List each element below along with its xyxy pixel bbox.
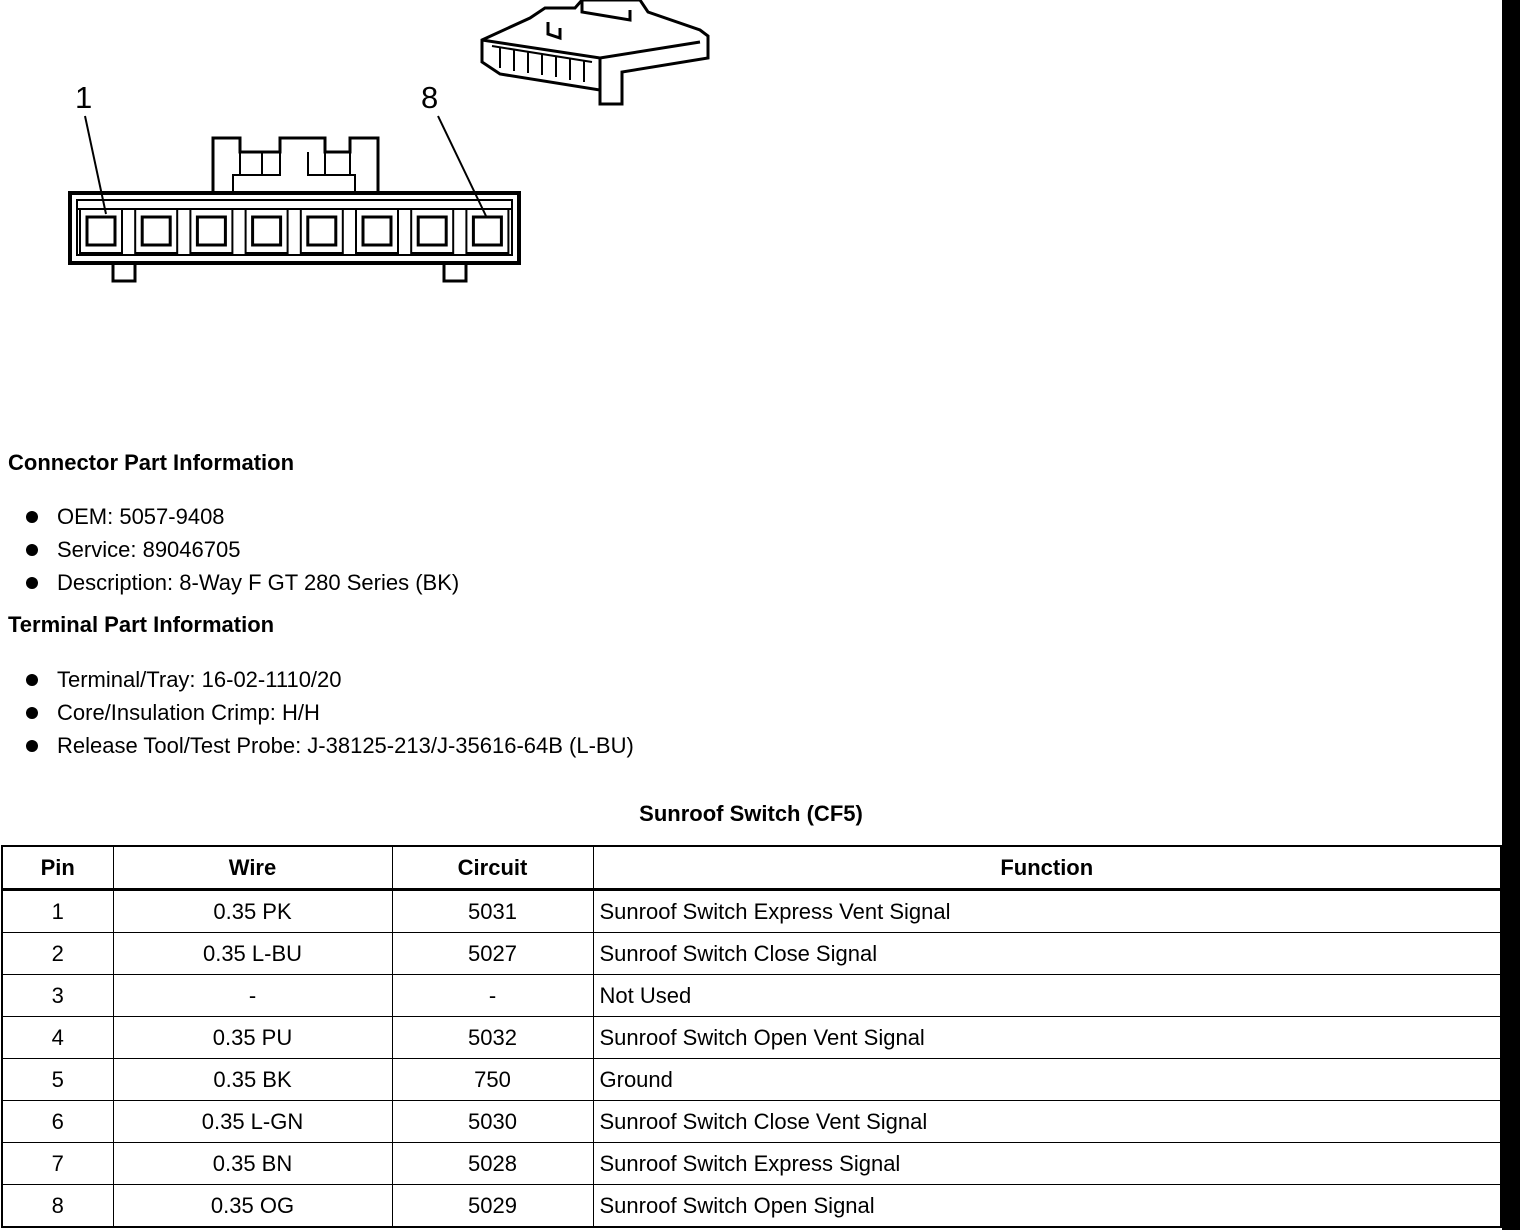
cavity-3-terminal	[197, 217, 225, 245]
cell-wire: 0.35 OG	[113, 1185, 392, 1228]
pin-1-callout: 1	[75, 80, 93, 115]
cell-wire: 0.35 BK	[113, 1059, 392, 1101]
cell-function: Not Used	[593, 975, 1501, 1017]
bullet-icon	[26, 740, 38, 752]
cell-circuit: 5028	[392, 1143, 593, 1185]
list-item: Description: 8-Way F GT 280 Series (BK)	[24, 569, 459, 602]
connector-drawing	[0, 0, 760, 300]
cell-circuit: 750	[392, 1059, 593, 1101]
cell-wire: 0.35 PU	[113, 1017, 392, 1059]
connector-3d-view	[482, 0, 708, 104]
cavity-1-terminal	[87, 217, 115, 245]
table-row	[2, 1059, 1501, 1101]
bullet-icon	[26, 674, 38, 686]
cell-circuit: -	[392, 975, 593, 1017]
connector-part-info-list	[24, 503, 459, 602]
cell-function: Sunroof Switch Open Vent Signal	[593, 1017, 1501, 1059]
list-item: Terminal/Tray: 16-02-1110/20	[24, 666, 634, 699]
connector-cavities	[80, 209, 508, 253]
header-circuit: Circuit	[392, 846, 593, 890]
header-wire: Wire	[113, 846, 392, 890]
cell-pin: 3	[2, 975, 113, 1017]
page-edge-bar	[1502, 0, 1520, 1230]
cavity-8-terminal	[473, 217, 501, 245]
table-row	[2, 975, 1501, 1017]
cell-function: Sunroof Switch Express Signal	[593, 1143, 1501, 1185]
cell-pin: 5	[2, 1059, 113, 1101]
cavity-6-terminal	[363, 217, 391, 245]
cell-pin: 8	[2, 1185, 113, 1228]
cell-pin: 4	[2, 1017, 113, 1059]
connector-part-info-heading: Connector Part Information	[8, 450, 295, 475]
bullet-icon	[26, 544, 38, 556]
table-row	[2, 1101, 1501, 1143]
cell-wire: 0.35 BN	[113, 1143, 392, 1185]
cell-wire: 0.35 PK	[113, 890, 392, 933]
cell-pin: 1	[2, 890, 113, 933]
cavity-5-terminal	[308, 217, 336, 245]
header-function: Function	[593, 846, 1501, 890]
cell-pin: 6	[2, 1101, 113, 1143]
cell-circuit: 5029	[392, 1185, 593, 1228]
pin-8-callout: 8	[421, 80, 439, 115]
table-row	[2, 1143, 1501, 1185]
cell-pin: 2	[2, 933, 113, 975]
table-body	[2, 890, 1501, 1228]
cavity-4-terminal	[253, 217, 281, 245]
list-item: Release Tool/Test Probe: J-38125-213/J-35616-64B (L-BU)	[24, 732, 634, 765]
list-item: OEM: 5057-9408	[24, 503, 459, 536]
terminal-part-info-list	[24, 666, 634, 765]
bullet-icon	[26, 577, 38, 589]
cell-wire: -	[113, 975, 392, 1017]
table-row	[2, 933, 1501, 975]
cell-wire: 0.35 L-GN	[113, 1101, 392, 1143]
cell-circuit: 5032	[392, 1017, 593, 1059]
cell-circuit: 5031	[392, 890, 593, 933]
cell-circuit: 5027	[392, 933, 593, 975]
table-header-row	[2, 846, 1501, 890]
table-row	[2, 1185, 1501, 1228]
bullet-icon	[26, 511, 38, 523]
cell-circuit: 5030	[392, 1101, 593, 1143]
list-item: Core/Insulation Crimp: H/H	[24, 699, 634, 732]
list-item: Service: 89046705	[24, 536, 459, 569]
table-row	[2, 890, 1501, 933]
cavity-2-terminal	[142, 217, 170, 245]
header-pin: Pin	[2, 846, 113, 890]
pinout-table	[1, 845, 1502, 1228]
cell-function: Sunroof Switch Open Signal	[593, 1185, 1501, 1228]
table-title: Sunroof Switch (CF5)	[639, 801, 863, 826]
table-row	[2, 1017, 1501, 1059]
cell-function: Sunroof Switch Express Vent Signal	[593, 890, 1501, 933]
cell-wire: 0.35 L-BU	[113, 933, 392, 975]
cell-pin: 7	[2, 1143, 113, 1185]
terminal-part-info-heading: Terminal Part Information	[8, 612, 275, 637]
cell-function: Ground	[593, 1059, 1501, 1101]
connector-diagram	[0, 0, 760, 300]
cavity-7-terminal	[418, 217, 446, 245]
cell-function: Sunroof Switch Close Signal	[593, 933, 1501, 975]
bullet-icon	[26, 707, 38, 719]
cell-function: Sunroof Switch Close Vent Signal	[593, 1101, 1501, 1143]
